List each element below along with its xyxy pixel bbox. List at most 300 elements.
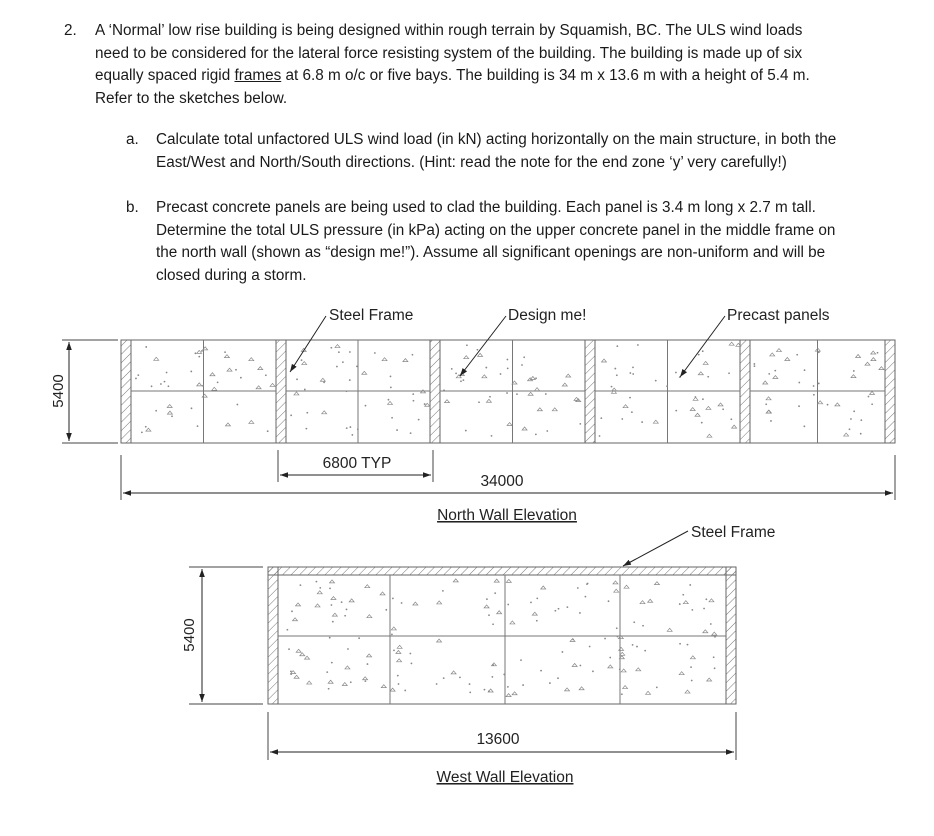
aggregate-mark bbox=[856, 354, 861, 357]
steel-column-1 bbox=[121, 340, 131, 443]
aggregate-mark bbox=[712, 632, 717, 635]
aggregate-dot bbox=[485, 367, 487, 369]
aggregate-dot bbox=[675, 410, 677, 412]
aggregate-mark bbox=[690, 656, 695, 659]
aggregate-mark bbox=[537, 408, 542, 411]
aggregate-dot bbox=[585, 596, 587, 598]
aggregate-dot bbox=[691, 680, 693, 682]
aggregate-mark bbox=[445, 400, 450, 403]
aggregate-dot bbox=[621, 693, 623, 695]
aggregate-mark bbox=[197, 383, 202, 386]
aggregate-dot bbox=[535, 377, 537, 379]
aggregate-dot bbox=[451, 368, 453, 370]
aggregate-dot bbox=[404, 690, 406, 692]
aggregate-mark bbox=[305, 656, 310, 659]
aggregate-mark bbox=[381, 685, 386, 688]
aggregate-dot bbox=[536, 620, 538, 622]
aggregate-dot bbox=[191, 407, 193, 409]
aggregate-mark bbox=[770, 353, 775, 356]
aggregate-dot bbox=[347, 648, 349, 650]
aggregate-dot bbox=[412, 393, 414, 395]
aggregate-dot bbox=[201, 350, 203, 352]
aggregate-dot bbox=[611, 386, 613, 388]
aggregate-dot bbox=[770, 420, 772, 422]
aggregate-dot bbox=[141, 431, 143, 433]
steel-column-6 bbox=[885, 340, 895, 443]
west-elevation-title: West Wall Elevation bbox=[436, 769, 574, 786]
aggregate-mark bbox=[532, 612, 537, 615]
aggregate-dot bbox=[599, 435, 601, 437]
aggregate-mark bbox=[453, 579, 458, 582]
aggregate-mark bbox=[484, 605, 489, 608]
aggregate-mark bbox=[210, 373, 215, 376]
aggregate-mark bbox=[224, 355, 229, 358]
aggregate-mark bbox=[307, 681, 312, 684]
aggregate-dot bbox=[290, 670, 292, 672]
aggregate-dot bbox=[604, 638, 606, 640]
aggregate-dot bbox=[579, 612, 581, 614]
aggregate-mark bbox=[494, 579, 499, 582]
aggregate-dot bbox=[566, 606, 568, 608]
aggregate-dot bbox=[217, 381, 219, 383]
aggregate-mark bbox=[365, 585, 370, 588]
north-wall-elevation bbox=[50, 307, 895, 524]
aggregate-mark bbox=[763, 381, 768, 384]
aggregate-mark bbox=[718, 403, 723, 406]
north-precast-panels bbox=[131, 340, 885, 443]
aggregate-dot bbox=[701, 422, 703, 424]
aggregate-dot bbox=[349, 379, 351, 381]
aggregate-dot bbox=[319, 587, 321, 589]
aggregate-dot bbox=[398, 683, 400, 685]
west-height-label: 5400 bbox=[181, 618, 198, 652]
aggregate-mark bbox=[614, 589, 619, 592]
aggregate-mark bbox=[197, 350, 202, 353]
aggregate-dot bbox=[364, 680, 366, 682]
aggregate-dot bbox=[535, 433, 537, 435]
aggregate-dot bbox=[411, 663, 413, 665]
aggregate-mark bbox=[300, 653, 305, 656]
aggregate-mark bbox=[154, 357, 159, 360]
aggregate-mark bbox=[706, 406, 711, 409]
west-top-beam bbox=[268, 567, 736, 575]
aggregate-mark bbox=[703, 361, 708, 364]
aggregate-mark bbox=[729, 342, 734, 345]
aggregate-dot bbox=[506, 392, 508, 394]
aggregate-mark bbox=[317, 591, 322, 594]
aggregate-dot bbox=[798, 405, 800, 407]
aggregate-dot bbox=[850, 418, 852, 420]
intro-part-2: at 6.8 m o/c or five bays. The building is 34 m x 13.6 m with a height of 5.4 m. Refer to the sketches below. bbox=[95, 67, 810, 107]
aggregate-mark bbox=[510, 621, 515, 624]
aggregate-dot bbox=[506, 359, 508, 361]
aggregate-dot bbox=[469, 683, 471, 685]
aggregate-dot bbox=[329, 588, 331, 590]
aggregate-dot bbox=[642, 625, 644, 627]
aggregate-dot bbox=[436, 683, 438, 685]
part-a-text: Calculate total unfactored ULS wind load (in kN) acting horizontally on the main structure, in both the East/West and North/South directions. (Hint: read the note for the end zone ‘y’ very carefully!) bbox=[156, 131, 837, 171]
aggregate-mark bbox=[507, 423, 512, 426]
aggregate-dot bbox=[632, 366, 634, 368]
bay-dimension-label: 6800 TYP bbox=[322, 455, 392, 472]
aggregate-dot bbox=[460, 380, 462, 382]
aggregate-mark bbox=[413, 602, 418, 605]
aggregate-dot bbox=[520, 659, 522, 661]
aggregate-dot bbox=[306, 412, 308, 414]
aggregate-dot bbox=[296, 378, 298, 380]
aggregate-dot bbox=[675, 372, 677, 374]
aggregate-dot bbox=[698, 354, 700, 356]
aggregate-mark bbox=[620, 652, 625, 655]
aggregate-mark bbox=[619, 647, 624, 650]
aggregate-dot bbox=[166, 372, 168, 374]
west-precast-panels bbox=[278, 575, 726, 704]
aggregate-mark bbox=[608, 665, 613, 668]
aggregate-dot bbox=[656, 686, 658, 688]
aggregate-mark bbox=[362, 371, 367, 374]
intro-part-1: A ‘Normal’ low rise building is being designed within rough terrain by Squamish, BC. The ULS wind loads need to be considered for the lateral force resisting system of the building. The building is made up of six equally spaced rigid bbox=[95, 22, 803, 85]
aggregate-mark bbox=[572, 663, 577, 666]
aggregate-dot bbox=[365, 405, 367, 407]
aggregate-mark bbox=[636, 668, 641, 671]
aggregate-mark bbox=[296, 649, 301, 652]
aggregate-mark bbox=[332, 613, 337, 616]
aggregate-mark bbox=[703, 630, 708, 633]
aggregate-mark bbox=[367, 615, 372, 618]
aggregate-dot bbox=[486, 598, 488, 600]
aggregate-dot bbox=[357, 428, 359, 430]
aggregate-mark bbox=[835, 403, 840, 406]
aggregate-dot bbox=[690, 666, 692, 668]
aggregate-dot bbox=[455, 372, 457, 374]
aggregate-mark bbox=[437, 639, 442, 642]
aggregate-dot bbox=[202, 385, 204, 387]
aggregate-dot bbox=[410, 432, 412, 434]
aggregate-mark bbox=[315, 604, 320, 607]
aggregate-dot bbox=[469, 691, 471, 693]
aggregate-dot bbox=[877, 352, 879, 354]
aggregate-dot bbox=[331, 662, 333, 664]
aggregate-dot bbox=[224, 351, 226, 353]
aggregate-mark bbox=[391, 627, 396, 630]
aggregate-dot bbox=[507, 686, 509, 688]
aggregate-dot bbox=[572, 639, 574, 641]
aggregate-dot bbox=[713, 656, 715, 658]
aggregate-dot bbox=[523, 356, 525, 358]
aggregate-dot bbox=[418, 419, 420, 421]
aggregate-mark bbox=[707, 434, 712, 437]
aggregate-mark bbox=[167, 411, 172, 414]
aggregate-dot bbox=[388, 399, 390, 401]
aggregate-mark bbox=[579, 687, 584, 690]
aggregate-mark bbox=[294, 392, 299, 395]
aggregate-dot bbox=[346, 427, 348, 429]
aggregate-dot bbox=[492, 623, 494, 625]
aggregate-mark bbox=[698, 372, 703, 375]
length-dimension bbox=[121, 455, 895, 500]
aggregate-dot bbox=[391, 633, 393, 635]
aggregate-dot bbox=[198, 356, 200, 358]
north-concrete-texture bbox=[135, 342, 884, 437]
aggregate-dot bbox=[579, 665, 581, 667]
aggregate-dot bbox=[687, 644, 689, 646]
aggregate-dot bbox=[290, 414, 292, 416]
aggregate-mark bbox=[871, 358, 876, 361]
aggregate-dot bbox=[290, 673, 292, 675]
aggregate-mark bbox=[349, 599, 354, 602]
aggregate-mark bbox=[497, 611, 502, 614]
aggregate-mark bbox=[296, 603, 301, 606]
aggregate-dot bbox=[331, 604, 333, 606]
aggregate-dot bbox=[304, 389, 306, 391]
aggregate-mark bbox=[530, 376, 535, 379]
aggregate-dot bbox=[710, 623, 712, 625]
aggregate-dot bbox=[342, 361, 344, 363]
aggregate-mark bbox=[486, 399, 491, 402]
aggregate-mark bbox=[403, 359, 408, 362]
west-wall-elevation bbox=[181, 524, 775, 786]
aggregate-dot bbox=[853, 370, 855, 372]
aggregate-mark bbox=[623, 405, 628, 408]
west-left-column bbox=[268, 567, 278, 704]
aggregate-dot bbox=[641, 421, 643, 423]
aggregate-dot bbox=[728, 372, 730, 374]
aggregate-mark bbox=[818, 401, 823, 404]
aggregate-dot bbox=[346, 390, 348, 392]
aggregate-dot bbox=[409, 653, 411, 655]
aggregate-dot bbox=[600, 417, 602, 419]
aggregate-dot bbox=[503, 674, 505, 676]
aggregate-mark bbox=[363, 677, 368, 680]
aggregate-dot bbox=[530, 602, 532, 604]
design-me-callout bbox=[460, 307, 586, 376]
aggregate-dot bbox=[616, 345, 618, 347]
aggregate-dot bbox=[390, 387, 392, 389]
aggregate-dot bbox=[351, 434, 353, 436]
aggregate-dot bbox=[236, 404, 238, 406]
aggregate-mark bbox=[258, 367, 263, 370]
aggregate-mark bbox=[566, 374, 571, 377]
aggregate-dot bbox=[609, 657, 611, 659]
aggregate-dot bbox=[358, 637, 360, 639]
aggregate-dot bbox=[160, 383, 162, 385]
aggregate-dot bbox=[545, 393, 547, 395]
aggregate-dot bbox=[265, 374, 267, 376]
aggregate-dot bbox=[637, 344, 639, 346]
aggregate-dot bbox=[536, 597, 538, 599]
aggregate-dot bbox=[135, 378, 137, 380]
aggregate-mark bbox=[879, 367, 884, 370]
aggregate-dot bbox=[195, 352, 197, 354]
part-b-label: b. bbox=[126, 199, 139, 216]
aggregate-dot bbox=[860, 419, 862, 421]
aggregate-mark bbox=[451, 671, 456, 674]
aggregate-dot bbox=[691, 609, 693, 611]
steel-column-2 bbox=[276, 340, 286, 443]
aggregate-mark bbox=[345, 666, 350, 669]
aggregate-mark bbox=[397, 659, 402, 662]
design-me-callout-label: Design me! bbox=[508, 307, 587, 324]
aggregate-dot bbox=[462, 379, 464, 381]
aggregate-mark bbox=[294, 675, 299, 678]
aggregate-mark bbox=[654, 582, 659, 585]
aggregate-dot bbox=[145, 346, 147, 348]
aggregate-mark bbox=[870, 391, 875, 394]
aggregate-dot bbox=[341, 601, 343, 603]
aggregate-dot bbox=[336, 366, 338, 368]
aggregate-mark bbox=[328, 680, 333, 683]
aggregate-mark bbox=[709, 599, 714, 602]
aggregate-dot bbox=[393, 649, 395, 651]
aggregate-dot bbox=[804, 369, 806, 371]
aggregate-dot bbox=[301, 359, 303, 361]
aggregate-mark bbox=[773, 376, 778, 379]
aggregate-mark bbox=[322, 411, 327, 414]
aggregate-mark bbox=[613, 581, 618, 584]
aggregate-dot bbox=[562, 651, 564, 653]
aggregate-dot bbox=[636, 646, 638, 648]
aggregate-mark bbox=[844, 433, 849, 436]
aggregate-dot bbox=[702, 350, 704, 352]
aggregate-mark bbox=[293, 618, 298, 621]
aggregate-dot bbox=[813, 385, 815, 387]
aggregate-dot bbox=[621, 418, 623, 420]
aggregate-dot bbox=[332, 621, 334, 623]
aggregate-mark bbox=[541, 586, 546, 589]
aggregate-mark bbox=[785, 357, 790, 360]
aggregate-dot bbox=[614, 368, 616, 370]
aggregate-dot bbox=[168, 385, 170, 387]
aggregate-mark bbox=[871, 351, 876, 354]
aggregate-mark bbox=[506, 579, 511, 582]
aggregate-dot bbox=[267, 430, 269, 432]
aggregate-dot bbox=[171, 415, 173, 417]
aggregate-dot bbox=[507, 367, 509, 369]
aggregate-dot bbox=[521, 364, 523, 366]
aggregate-mark bbox=[679, 672, 684, 675]
aggregate-dot bbox=[803, 425, 805, 427]
west-right-column bbox=[726, 567, 736, 704]
aggregate-mark bbox=[225, 423, 230, 426]
aggregate-mark bbox=[320, 378, 325, 381]
bay-dimension bbox=[278, 450, 433, 482]
aggregate-dot bbox=[484, 689, 486, 691]
aggregate-dot bbox=[145, 426, 147, 428]
aggregate-mark bbox=[270, 383, 275, 386]
aggregate-dot bbox=[516, 393, 518, 395]
aggregate-mark bbox=[512, 692, 517, 695]
aggregate-mark bbox=[249, 420, 254, 423]
aggregate-dot bbox=[346, 609, 348, 611]
aggregate-dot bbox=[868, 396, 870, 398]
aggregate-dot bbox=[549, 682, 551, 684]
aggregate-mark bbox=[478, 353, 483, 356]
aggregate-dot bbox=[507, 604, 509, 606]
aggregate-dot bbox=[235, 369, 237, 371]
aggregate-dot bbox=[344, 615, 346, 617]
aggregate-dot bbox=[631, 411, 633, 413]
aggregate-dot bbox=[385, 609, 387, 611]
aggregate-mark bbox=[601, 359, 606, 362]
aggregate-dot bbox=[323, 381, 325, 383]
aggregate-dot bbox=[489, 396, 491, 398]
aggregate-dot bbox=[703, 608, 705, 610]
north-height-label: 5400 bbox=[50, 374, 67, 408]
aggregate-dot bbox=[338, 351, 340, 353]
aggregate-dot bbox=[350, 681, 352, 683]
aggregate-mark bbox=[648, 599, 653, 602]
aggregate-dot bbox=[392, 598, 394, 600]
aggregate-mark bbox=[562, 383, 567, 386]
north-height-dimension bbox=[50, 340, 118, 443]
aggregate-dot bbox=[299, 584, 301, 586]
aggregate-dot bbox=[579, 423, 581, 425]
aggregate-dot bbox=[390, 376, 392, 378]
aggregate-mark bbox=[464, 356, 469, 359]
aggregate-dot bbox=[540, 670, 542, 672]
aggregate-dot bbox=[577, 587, 579, 589]
aggregate-dot bbox=[619, 668, 621, 670]
aggregate-mark bbox=[565, 688, 570, 691]
aggregate-dot bbox=[655, 380, 657, 382]
aggregate-dot bbox=[443, 677, 445, 679]
aggregate-mark bbox=[227, 368, 232, 371]
aggregate-dot bbox=[164, 381, 166, 383]
aggregate-dot bbox=[488, 614, 490, 616]
aggregate-mark bbox=[535, 388, 540, 391]
aggregate-mark bbox=[302, 362, 307, 365]
aggregate-dot bbox=[349, 351, 351, 353]
aggregate-dot bbox=[494, 592, 496, 594]
steel-column-3 bbox=[430, 340, 440, 443]
aggregate-mark bbox=[624, 585, 629, 588]
aggregate-dot bbox=[722, 408, 724, 410]
aggregate-dot bbox=[240, 377, 242, 379]
aggregate-mark bbox=[342, 682, 347, 685]
aggregate-mark bbox=[851, 375, 856, 378]
west-steel-frame-callout bbox=[623, 524, 775, 566]
aggregate-dot bbox=[522, 684, 524, 686]
aggregate-mark bbox=[396, 650, 401, 653]
aggregate-mark bbox=[367, 654, 372, 657]
aggregate-dot bbox=[459, 676, 461, 678]
aggregate-dot bbox=[500, 373, 502, 375]
aggregate-dot bbox=[633, 621, 635, 623]
aggregate-dot bbox=[190, 371, 192, 373]
aggregate-mark bbox=[335, 345, 340, 348]
aggregate-mark bbox=[256, 386, 261, 389]
aggregate-mark bbox=[482, 375, 487, 378]
aggregate-dot bbox=[291, 610, 293, 612]
steel-frame-callout-label: Steel Frame bbox=[329, 307, 414, 324]
aggregate-dot bbox=[329, 637, 331, 639]
aggregate-mark bbox=[331, 596, 336, 599]
aggregate-dot bbox=[546, 430, 548, 432]
aggregate-dot bbox=[818, 383, 820, 385]
aggregate-mark bbox=[522, 427, 527, 430]
aggregate-dot bbox=[679, 603, 681, 605]
west-concrete-texture bbox=[286, 579, 716, 697]
aggregate-mark bbox=[388, 401, 393, 404]
aggregate-dot bbox=[714, 667, 716, 669]
aggregate-dot bbox=[774, 370, 776, 372]
aggregate-dot bbox=[798, 382, 800, 384]
intro-underlined-frames: frames bbox=[234, 67, 282, 85]
aggregate-mark bbox=[621, 669, 626, 672]
length-dimension-label: 34000 bbox=[480, 473, 524, 490]
aggregate-mark bbox=[776, 349, 781, 352]
aggregate-dot bbox=[632, 644, 634, 646]
